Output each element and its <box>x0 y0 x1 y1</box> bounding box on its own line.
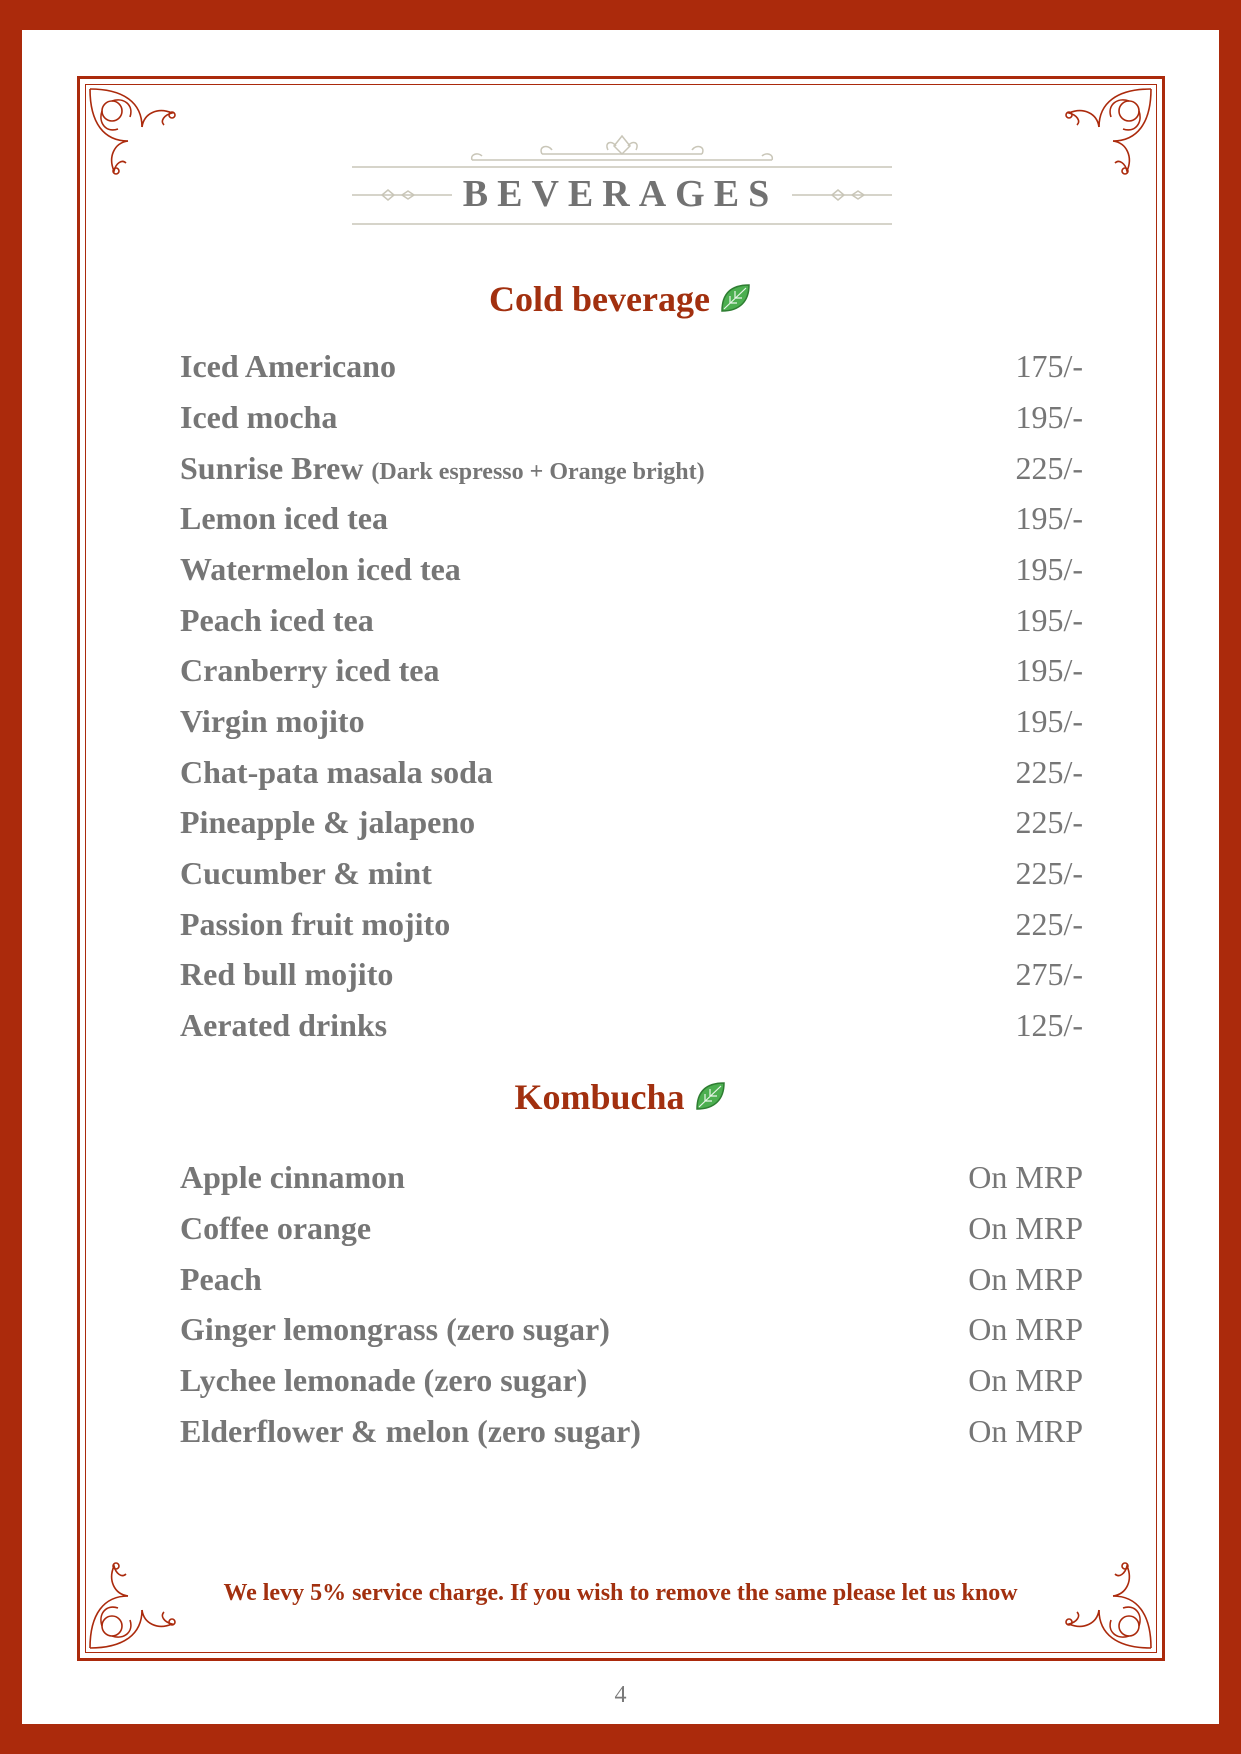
list-item: Iced mocha 195/- <box>180 399 1083 435</box>
flourish-icon <box>84 83 180 179</box>
list-item: Chat-pata masala soda 225/- <box>180 754 1083 790</box>
list-item: Aerated drinks 125/- <box>180 1007 1083 1043</box>
service-charge-note: We levy 5% service charge. If you wish to remove the same please let us know <box>223 1580 1018 1606</box>
list-item: Iced Americano 175/- <box>180 348 1083 384</box>
list-item: Pineapple & jalapeno 225/- <box>180 804 1083 840</box>
list-item: Watermelon iced tea 195/- <box>180 551 1083 587</box>
list-item: Passion fruit mojito 225/- <box>180 906 1083 942</box>
section-title-kombucha: Kombucha <box>22 1076 1219 1118</box>
leaf-icon <box>693 1079 727 1113</box>
list-item: Apple cinnamon On MRP <box>180 1159 1083 1195</box>
menu-page <box>22 30 1219 1724</box>
list-item: Peach iced tea 195/- <box>180 602 1083 638</box>
list-item: Lemon iced tea 195/- <box>180 500 1083 536</box>
list-item: Red bull mojito 275/- <box>180 956 1083 992</box>
list-item: Coffee orange On MRP <box>180 1210 1083 1246</box>
leaf-icon <box>718 281 752 315</box>
list-item: Cranberry iced tea 195/- <box>180 652 1083 688</box>
flourish-icon <box>1061 83 1157 179</box>
list-item: Elderflower & melon (zero sugar) On MRP <box>180 1413 1083 1449</box>
section-title-cold-beverage: Cold beverage <box>22 278 1219 320</box>
list-item: Virgin mojito 195/- <box>180 703 1083 739</box>
list-item: Sunrise Brew (Dark espresso + Orange bright) 225/- <box>180 450 1083 486</box>
list-item: Ginger lemongrass (zero sugar) On MRP <box>180 1311 1083 1347</box>
page-number: 4 <box>614 1682 627 1708</box>
list-item: Lychee lemonade (zero sugar) On MRP <box>180 1362 1083 1398</box>
page-title: BEVERAGES <box>462 173 779 215</box>
list-item: Peach On MRP <box>180 1261 1083 1297</box>
list-item: Cucumber & mint 225/- <box>180 855 1083 891</box>
